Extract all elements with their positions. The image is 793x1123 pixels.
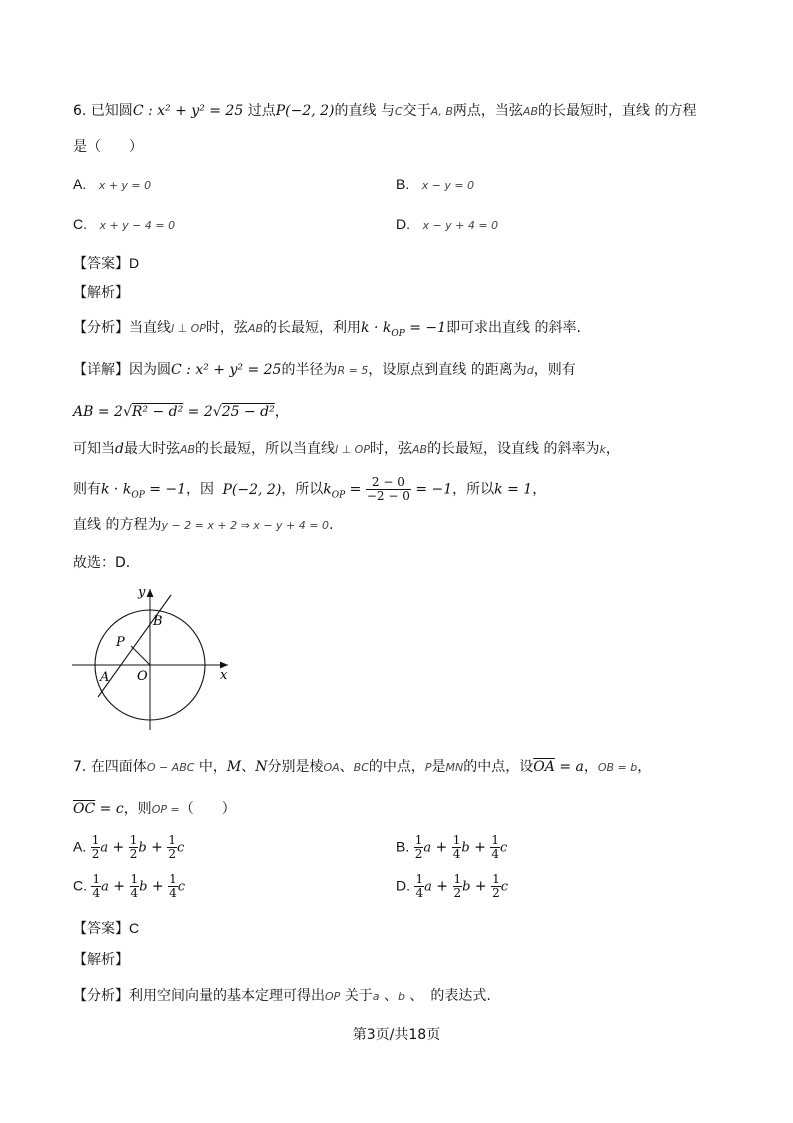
slope-product: k · k xyxy=(101,481,132,498)
denominator: 2 xyxy=(129,847,138,861)
analysis-text: 时，弦 xyxy=(205,320,248,336)
separator: ， xyxy=(583,759,598,775)
kop: k xyxy=(323,481,332,498)
coef xyxy=(168,873,178,900)
detail-text: 直线 的方程为 xyxy=(73,517,162,533)
vector-op: OP xyxy=(325,990,341,1003)
q6-detail-line4 xyxy=(73,476,546,505)
answer-value: C xyxy=(129,920,140,936)
figure-label-b: B xyxy=(153,614,163,629)
detail-text: 则有 xyxy=(73,481,101,498)
q6-detail-line3 xyxy=(73,439,620,460)
fraction-denominator: −2 − 0 xyxy=(366,489,410,503)
q6-conclusion xyxy=(73,553,130,573)
numerator: 1 xyxy=(91,833,100,847)
detail-circle-equation: C : x² + y² = 25 xyxy=(171,362,282,378)
vector-oa: $\overline{OA}$ xyxy=(533,759,555,775)
q7-option-c: C. $\frac{1}{4}$ a + $\frac{1}{4}$ b + $\frac{1}{4}$ c xyxy=(73,872,186,900)
coef xyxy=(490,834,500,861)
answer-tag: 【答案】 xyxy=(73,256,129,272)
distance-d: d xyxy=(115,441,124,457)
vector-a: = a xyxy=(554,759,584,775)
q7-jiexi-line xyxy=(73,950,129,970)
q7-stem-text: 、 xyxy=(339,759,354,775)
q6-stem-text: 的长最短时，直线 的方程 xyxy=(538,103,697,119)
perp-expression: l ⊥ OP xyxy=(335,443,370,456)
vector: c xyxy=(500,879,509,895)
slope-subscript: OP xyxy=(391,328,405,339)
denominator: 4 xyxy=(130,886,139,900)
detail-text: 的长最短，所以当直线 xyxy=(195,441,336,457)
coef xyxy=(414,873,424,900)
point-p: P(−2, 2) xyxy=(222,481,282,498)
jiexi-tag: 【解析】 xyxy=(73,952,129,968)
q7-option-b: B. $\frac{1}{2}$ a + $\frac{1}{4}$ b + $\frac{1}{4}$ c xyxy=(396,833,508,861)
formula-radicand: 25 − d² xyxy=(221,404,275,420)
option-text: x + y = 0 xyxy=(98,179,152,192)
numerator: 1 xyxy=(130,872,139,886)
detail-text: 因为圆 xyxy=(129,362,171,378)
q6-circle-equation: C : x² + y² = 25 xyxy=(132,103,244,119)
q7-analysis-line xyxy=(73,986,491,1007)
q6-number: 6. xyxy=(73,103,87,119)
option-text: x − y + 4 = 0 xyxy=(422,219,499,232)
q7-stem-line2 xyxy=(73,799,236,820)
q7-stem-line1 xyxy=(73,757,651,778)
q6-ab-formula: AB = 2√R² − d² = 2√25 − d²， xyxy=(73,404,289,420)
vector-ob: OB = b xyxy=(597,761,638,774)
edge-oa: OA xyxy=(323,761,340,774)
analysis-text: 关于 xyxy=(344,988,373,1004)
q6-detail-line1 xyxy=(73,360,576,381)
q6-option-d xyxy=(396,214,498,236)
denominator: 4 xyxy=(92,886,101,900)
q6-stem-line2 xyxy=(73,137,143,157)
figure-y-arrow xyxy=(147,589,154,597)
detail-text: ，所以 xyxy=(452,481,495,498)
q7-stem-text: 是 xyxy=(431,759,446,775)
formula-part: AB = 2 xyxy=(73,404,123,420)
edge-bc: BC xyxy=(353,761,369,774)
slope-product: k · k xyxy=(361,320,392,336)
denominator: 2 xyxy=(492,886,500,900)
option-label: D. xyxy=(396,216,410,232)
tetrahedron-name: O − ABC xyxy=(146,761,195,774)
q6-stem-text: 的直线 与 xyxy=(334,103,395,119)
vector: b xyxy=(138,840,147,856)
option-label: C. xyxy=(73,216,87,232)
option-label: D. xyxy=(396,877,410,894)
figure-label-x: x xyxy=(220,668,228,683)
kop-subscript: OP xyxy=(331,490,346,501)
q6-stem-text: 是（ ） xyxy=(73,139,143,155)
result: = −1 xyxy=(410,481,453,498)
figure-label-p: P xyxy=(116,635,125,650)
figure-label-o: O xyxy=(137,669,148,684)
radius: R = 5 xyxy=(337,364,369,377)
q7-number: 7. xyxy=(73,759,87,775)
slope-fraction xyxy=(366,476,411,503)
formula-part: ， xyxy=(274,404,289,420)
q6-stem-text: 过点 xyxy=(247,103,276,119)
vector: b xyxy=(462,879,471,895)
formula-part: = 2 xyxy=(183,404,213,420)
q6-point-p: P(−2, 2) xyxy=(275,103,335,119)
analysis-tag: 【分析】 xyxy=(73,988,129,1004)
option-label: B. xyxy=(396,838,410,855)
vector: c xyxy=(499,840,508,856)
figure-label-a: A xyxy=(100,670,110,685)
q7-stem-text: ，则 xyxy=(123,801,152,817)
option-label: A. xyxy=(73,838,87,855)
q6-chord: AB xyxy=(522,105,538,118)
conclusion-text: 故选：D. xyxy=(73,555,131,571)
numerator: 1 xyxy=(452,833,461,847)
detail-text: ，则有 xyxy=(533,362,576,378)
q7-stem-text: 、 xyxy=(241,759,256,775)
denominator: 4 xyxy=(169,886,177,900)
q7-option-d: D. $\frac{1}{4}$ a + $\frac{1}{2}$ b + $\frac{1}{2}$ c xyxy=(396,872,509,900)
vector: c xyxy=(176,840,185,856)
vector-a: a xyxy=(372,990,380,1003)
point-m: M xyxy=(226,759,242,775)
q7-stem-text: 的中点，设 xyxy=(463,759,534,775)
q7-stem-text: 在四面体 xyxy=(90,759,147,775)
numerator: 1 xyxy=(169,872,177,886)
detail-text: ， xyxy=(605,441,620,457)
vector: b xyxy=(461,840,470,856)
analysis-text: 当直线 xyxy=(129,320,171,336)
slope-equals: = −1 xyxy=(144,481,187,498)
q7-answer-line xyxy=(73,918,139,939)
q7-stem-text: 中， xyxy=(198,759,227,775)
coef xyxy=(452,834,462,861)
figure-label-y: y xyxy=(138,585,146,600)
numerator: 1 xyxy=(414,833,423,847)
page-footer: 第3页/共18页 xyxy=(352,1027,441,1043)
option-text: x − y = 0 xyxy=(421,179,475,192)
analysis-text: 、 的表达式. xyxy=(409,988,491,1004)
detail-text: 时，弦 xyxy=(369,441,412,457)
chord-ab: AB xyxy=(411,443,428,456)
denominator: 4 xyxy=(491,847,499,861)
q6-analysis-line xyxy=(73,318,581,344)
point-p: P xyxy=(424,761,432,774)
q6-stem-text: 已知圆 xyxy=(90,103,133,119)
detail-text: ，设原点到直线 的距离为 xyxy=(368,362,527,378)
q6-jiexi-line xyxy=(73,283,129,303)
vector: a xyxy=(423,840,432,856)
denominator: 2 xyxy=(91,847,100,861)
vector-op: OP = xyxy=(151,803,180,816)
denominator: 2 xyxy=(168,847,176,861)
detail-text: 可知当 xyxy=(73,441,115,457)
detail-text: ， xyxy=(532,481,547,498)
numerator: 1 xyxy=(168,833,176,847)
line-equation: y − 2 = x + 2 ⇒ x − y + 4 = 0 xyxy=(161,519,329,532)
coef xyxy=(91,873,101,900)
detail-text: ，所以 xyxy=(281,481,324,498)
slope-result: k = 1 xyxy=(494,481,533,498)
coef xyxy=(130,873,140,900)
analysis-text: 、 xyxy=(383,988,398,1004)
q7-stem-text: 的中点， xyxy=(368,759,425,775)
coef xyxy=(129,834,139,861)
analysis-text: 的长最短，利用 xyxy=(263,320,362,336)
numerator: 1 xyxy=(415,872,424,886)
detail-text: 最大时弦 xyxy=(123,441,180,457)
denominator: 4 xyxy=(415,886,424,900)
vector: a xyxy=(424,879,432,895)
q6-c-letter: C xyxy=(394,105,403,118)
q7-stem-text: （ ） xyxy=(179,801,236,817)
q6-answer-line xyxy=(73,253,139,274)
q6-option-a xyxy=(73,174,151,196)
vector-oc: $\overline{OC}$ xyxy=(73,801,96,817)
slope-k: k xyxy=(599,443,606,456)
vector-c: = c xyxy=(95,801,124,817)
vector-b: b xyxy=(397,990,405,1003)
q6-stem-line1 xyxy=(73,101,696,122)
distance-d: d xyxy=(526,364,534,377)
slope-subscript: OP xyxy=(131,490,145,501)
point-n: N xyxy=(255,759,268,775)
coef xyxy=(453,873,463,900)
answer-value: D xyxy=(129,255,140,271)
vector: a xyxy=(101,879,109,895)
coef xyxy=(91,834,101,861)
vector: a xyxy=(100,840,109,856)
figure-segment-op xyxy=(131,646,150,665)
option-label: B. xyxy=(396,176,410,192)
option-label: C. xyxy=(73,877,87,894)
coef xyxy=(491,873,501,900)
option-label: A. xyxy=(73,176,87,192)
chord-ab: AB xyxy=(179,443,196,456)
coef xyxy=(414,834,424,861)
chord-ab: AB xyxy=(247,322,264,335)
option-text: x + y − 4 = 0 xyxy=(99,219,176,232)
q6-stem-text: 交于 xyxy=(402,103,431,119)
perp-expression: l ⊥ OP xyxy=(171,322,206,335)
q6-option-c xyxy=(73,214,175,236)
analysis-text: 利用空间向量的基本定理可得出 xyxy=(129,988,325,1004)
q6-figure xyxy=(70,585,240,735)
separator: ， xyxy=(637,759,652,775)
slope-equals: = −1 xyxy=(404,320,447,336)
numerator: 1 xyxy=(92,872,101,886)
q7-stem-text: 分别是棱 xyxy=(267,759,324,775)
coef xyxy=(167,834,177,861)
fraction-numerator: 2 − 0 xyxy=(366,476,411,490)
vector: b xyxy=(139,879,148,895)
q7-option-a: A. $\frac{1}{2}$ a + $\frac{1}{2}$ b + $\frac{1}{2}$ c xyxy=(73,833,185,861)
detail-text: 的长最短，设直线 的斜率为 xyxy=(427,441,600,457)
numerator: 1 xyxy=(491,833,499,847)
denominator: 4 xyxy=(452,847,461,861)
denominator: 2 xyxy=(414,847,423,861)
detail-text: 的半径为 xyxy=(281,362,338,378)
q6-stem-text: 两点，当弦 xyxy=(452,103,523,119)
analysis-text: 即可求出直线 的斜率. xyxy=(446,320,581,336)
q6-ab: A, B xyxy=(430,105,453,118)
segment-mn: MN xyxy=(445,761,464,774)
vector: c xyxy=(177,879,186,895)
numerator: 1 xyxy=(129,833,138,847)
q6-detail-line5 xyxy=(73,515,333,536)
detail-tag: 【详解】 xyxy=(73,362,129,378)
denominator: 2 xyxy=(453,886,462,900)
answer-tag: 【答案】 xyxy=(73,921,129,937)
jiexi-tag: 【解析】 xyxy=(73,285,129,301)
analysis-tag: 【分析】 xyxy=(73,320,129,336)
equals: = xyxy=(345,481,366,498)
q6-option-b xyxy=(396,174,474,196)
detail-text: ，因 xyxy=(186,481,215,498)
detail-text: . xyxy=(328,517,334,533)
numerator: 1 xyxy=(492,872,500,886)
formula-radicand: R² − d² xyxy=(131,404,184,420)
numerator: 1 xyxy=(453,872,462,886)
